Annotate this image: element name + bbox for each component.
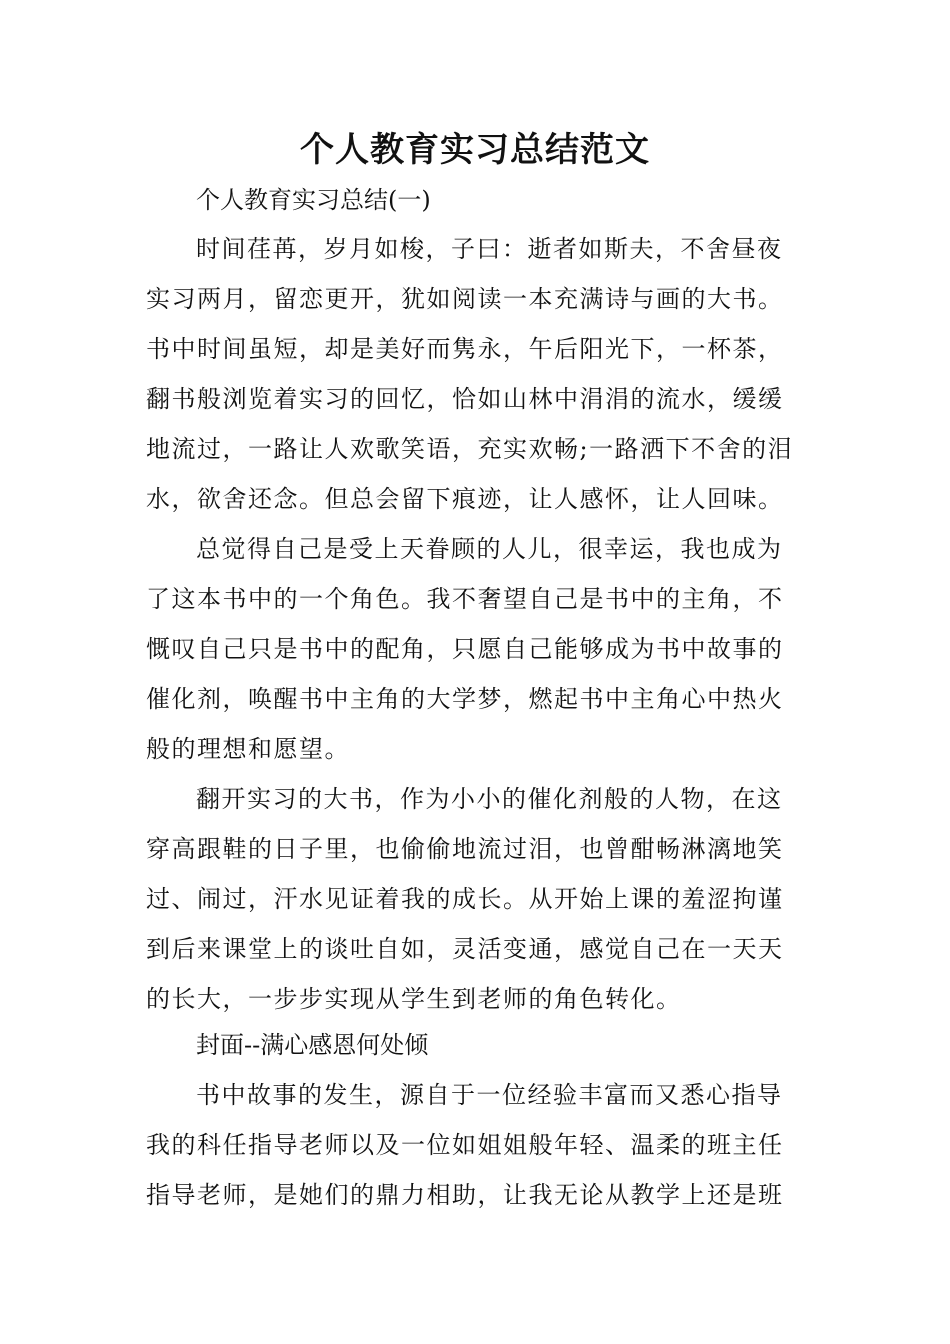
paragraph-line: 慨叹自己只是书中的配角，只愿自己能够成为书中故事的 xyxy=(146,635,784,663)
paragraph-line: 书中时间虽短，却是美好而隽永，午后阳光下，一杯茶， xyxy=(146,335,784,363)
paragraph-line: 实习两月，留恋更开，犹如阅读一本充满诗与画的大书。 xyxy=(146,285,784,313)
paragraph-line: 指导老师，是她们的鼎力相助，让我无论从教学上还是班 xyxy=(146,1181,784,1209)
paragraph-line: 时间荏苒，岁月如梭，子曰：逝者如斯夫，不舍昼夜 xyxy=(196,235,783,263)
paragraph-line: 穿高跟鞋的日子里，也偷偷地流过泪，也曾酣畅淋漓地笑 xyxy=(146,835,784,863)
paragraph-line: 地流过，一路让人欢歌笑语，充实欢畅;一路洒下不舍的泪 xyxy=(146,435,794,463)
paragraph-line: 了这本书中的一个角色。我不奢望自己是书中的主角，不 xyxy=(146,585,784,613)
paragraph-line: 水，欲舍还念。但总会留下痕迹，让人感怀，让人回味。 xyxy=(146,485,784,513)
paragraph-line: 过、闹过，汗水见证着我的成长。从开始上课的羞涩拘谨 xyxy=(146,885,784,913)
section-heading-2: 封面--满心感恩何处倾 xyxy=(196,1031,429,1059)
paragraph-line: 翻书般浏览着实习的回忆，恰如山林中涓涓的流水，缓缓 xyxy=(146,385,784,413)
paragraph-4 xyxy=(146,1070,808,1220)
paragraph-line: 催化剂，唤醒书中主角的大学梦，燃起书中主角心中热火 xyxy=(146,685,784,713)
paragraph-line: 书中故事的发生，源自于一位经验丰富而又悉心指导 xyxy=(196,1081,783,1109)
paragraph-line: 般的理想和愿望。 xyxy=(146,735,350,763)
paragraph-1 xyxy=(146,224,808,524)
paragraph-line: 的长大，一步步实现从学生到老师的角色转化。 xyxy=(146,985,682,1013)
paragraph-3 xyxy=(146,774,808,1024)
document-title: 个人教育实习总结范文 xyxy=(300,130,650,170)
paragraph-line: 翻开实习的大书，作为小小的催化剂般的人物，在这 xyxy=(196,785,783,813)
section-heading-1: 个人教育实习总结(一) xyxy=(196,186,431,214)
paragraph-line: 我的科任指导老师以及一位如姐姐般年轻、温柔的班主任 xyxy=(146,1131,784,1159)
paragraph-line: 总觉得自己是受上天眷顾的人儿，很幸运，我也成为 xyxy=(196,535,783,563)
paragraph-line: 到后来课堂上的谈吐自如，灵活变通，感觉自己在一天天 xyxy=(146,935,784,963)
paragraph-2 xyxy=(146,524,808,774)
